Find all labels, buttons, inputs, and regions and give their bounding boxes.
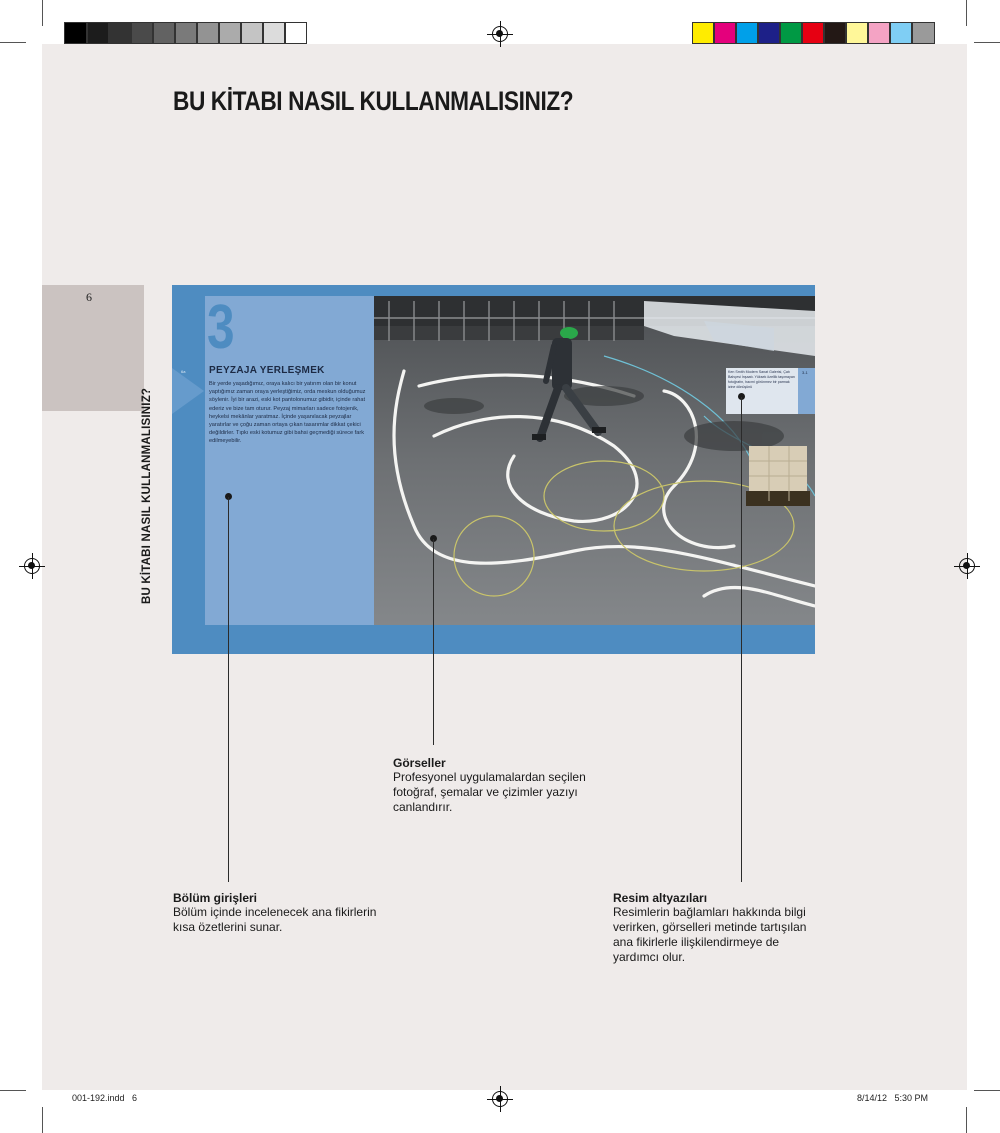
annotation-visuals-body: Profesyonel uygulamalardan seçilen fotoğraf, şemalar ve çizimler yazıyı canlandırır. bbox=[393, 770, 586, 814]
color-swatch bbox=[758, 22, 780, 44]
footer-timestamp: 8/14/12 5:30 PM bbox=[857, 1093, 929, 1103]
annotation-chapter-body: Bölüm içinde incelenecek ana fikirlerin kısa özetlerini sunar. bbox=[173, 905, 377, 934]
crop-mark bbox=[0, 1090, 26, 1091]
crop-mark bbox=[42, 1107, 43, 1133]
color-swatch bbox=[692, 22, 714, 44]
crop-mark bbox=[966, 1107, 967, 1133]
page-number: 6 bbox=[86, 290, 92, 304]
gray-swatch bbox=[131, 22, 153, 44]
color-swatch bbox=[802, 22, 824, 44]
leader-line-visuals bbox=[433, 539, 434, 745]
arrow-label: 6a bbox=[181, 369, 186, 374]
gray-swatch bbox=[153, 22, 175, 44]
color-swatch bbox=[890, 22, 912, 44]
crop-mark bbox=[966, 0, 967, 26]
registration-mark-icon bbox=[959, 558, 975, 574]
page-title: BU KİTABI NASIL KULLANMALISINIZ? bbox=[173, 86, 574, 116]
registration-mark-icon bbox=[24, 558, 40, 574]
crop-mark bbox=[0, 42, 26, 43]
registration-mark-icon bbox=[492, 1091, 508, 1107]
chapter-intro-text: Bir yerde yaşadığımız, oraya kalıcı bir yatırım olan bir konut yaptığımız zaman oraya yerleştiğimiz, orda meskun olduğumuz söylenir. İyi bir arazi, eski kot pantolonumuz gibidir, içinde rahat ederiz ve bize tam oturur. Peyzaj mimarları sadece fotojenik, heykelsi mekânlar yaratmaz. İçinde yaşanılacak peyzajlar yaratırlar ve çoğu zaman ortaya çıkan tasarımlar dikkat çekici değildirler. Tıpkı eski kotumuz gibi bahsi geçmediği sürece fark edilmeyebilir. bbox=[209, 381, 366, 445]
crop-mark bbox=[42, 0, 43, 26]
gray-swatch bbox=[64, 22, 87, 44]
footer-file-slug: 001-192.indd 6 bbox=[72, 1093, 138, 1103]
vertical-running-title: BU KİTABI NASIL KULLANMALISINIZ? bbox=[141, 387, 153, 604]
leader-line-chapter bbox=[228, 497, 229, 882]
gray-swatch bbox=[285, 22, 307, 44]
color-swatch bbox=[780, 22, 802, 44]
construction-photo bbox=[374, 296, 815, 625]
gray-swatch bbox=[175, 22, 197, 44]
chapter-number: 3 bbox=[207, 293, 235, 362]
gray-swatch bbox=[263, 22, 285, 44]
color-swatch bbox=[736, 22, 758, 44]
annotation-caption-heading: Resim altyazıları bbox=[613, 891, 708, 905]
annotation-visuals-heading: Görseller bbox=[393, 756, 446, 770]
crop-mark bbox=[974, 42, 1000, 43]
leader-line-caption bbox=[741, 397, 742, 882]
arrow-icon bbox=[172, 368, 204, 414]
gray-swatch bbox=[87, 22, 109, 44]
gray-swatch bbox=[197, 22, 219, 44]
photo-caption-text: Ken Smith Modern Sanat Galerisi, Çatı Bahçesi İnşaatı. Yüksek özellik taşımayan fotoğrafın, hacmi görünmez bir parmak izine dönüşünü bbox=[728, 370, 795, 389]
gray-swatch bbox=[109, 22, 131, 44]
annotation-chapter-heading: Bölüm girişleri bbox=[173, 891, 258, 905]
side-tab bbox=[42, 285, 144, 411]
rooftop-photo-illustration bbox=[374, 296, 815, 625]
color-swatch bbox=[714, 22, 736, 44]
registration-mark-icon bbox=[492, 26, 508, 42]
gray-swatch bbox=[241, 22, 263, 44]
color-swatch bbox=[868, 22, 890, 44]
color-swatch bbox=[824, 22, 846, 44]
chapter-title: PEYZAJA YERLEŞMEK bbox=[209, 365, 325, 376]
gray-swatch bbox=[219, 22, 241, 44]
crop-mark bbox=[974, 1090, 1000, 1091]
color-swatch bbox=[846, 22, 868, 44]
color-swatch bbox=[912, 22, 935, 44]
caption-page-label: 3-1 bbox=[802, 370, 808, 375]
annotation-caption-body: Resimlerin bağlamları hakkında bilgi verirken, görselleri metinde tartışılan ana fikirlerle ilişkilendirmeye de yardımcı olur. bbox=[613, 905, 807, 964]
